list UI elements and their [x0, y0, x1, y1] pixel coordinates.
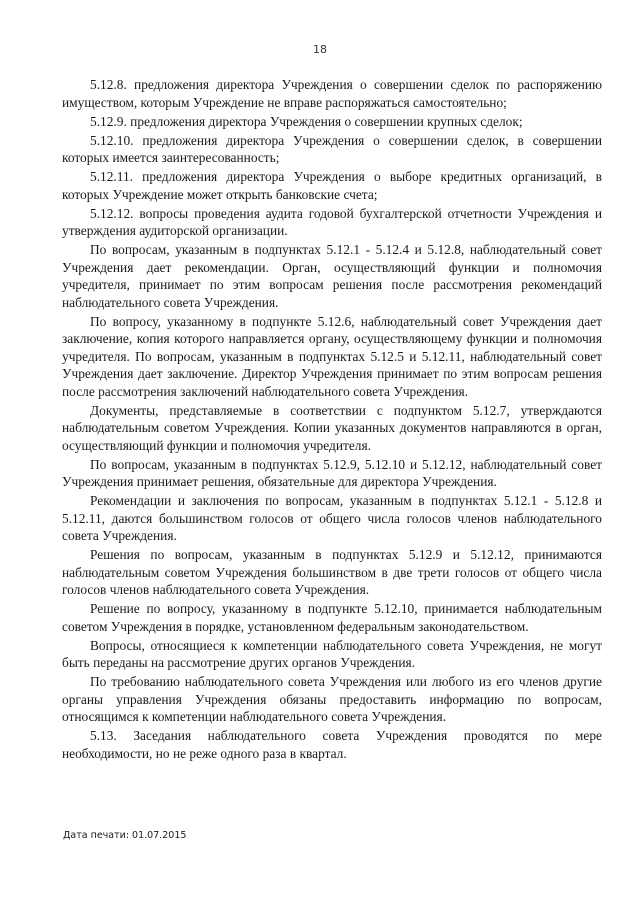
- paragraph-two-thirds: Решения по вопросам, указанным в подпунктах 5.12.9 и 5.12.12, принимаются наблюдательным советом Учреждения большинством в две трети голосов от общего числа голосов членов наблюдательного совета Учреждения.: [62, 547, 602, 597]
- paragraph-majority-votes: Рекомендации и заключения по вопросам, указанным в подпунктах 5.12.1 - 5.12.8 и 5.12.11, даются большинством голосов от общего числа голосов членов наблюдательного совета Учреждения.: [62, 493, 602, 543]
- paragraph-5-12-11: 5.12.11. предложения директора Учреждения о выборе кредитных организаций, в которых Учреждение может открыть банковские счета;: [62, 169, 602, 202]
- document-body: [62, 76, 602, 762]
- paragraph-5-12-8: 5.12.8. предложения директора Учреждения о совершении сделок по распоряжению имуществом, которым Учреждение не вправе распоряжаться самостоятельно;: [62, 77, 602, 110]
- paragraph-recommendations: По вопросам, указанным в подпунктах 5.12.1 - 5.12.4 и 5.12.8, наблюдательный совет Учреждения дает рекомендации. Орган, осуществляющий функции и полномочия учредителя, принимает по этим вопросам решения после рассмотрения рекомендаций наблюдательного совета Учреждения.: [62, 242, 602, 310]
- paragraph-information-request: По требованию наблюдательного совета Учреждения или любого из его членов другие органы управления Учреждения обязаны предоставить информацию по вопросам, относящимся к компетенции наблюдательного совета Учреждения.: [62, 674, 602, 724]
- paragraph-5-12-12: 5.12.12. вопросы проведения аудита годовой бухгалтерской отчетности Учреждения и утверждения аудиторской организации.: [62, 205, 602, 238]
- paragraph-competence: Вопросы, относящиеся к компетенции наблюдательного совета Учреждения, не могут быть переданы на рассмотрение других органов Учреждения.: [62, 637, 602, 670]
- paragraph-binding-decisions: По вопросам, указанным в подпунктах 5.12.9, 5.12.10 и 5.12.12, наблюдательный совет Учреждения принимает решения, обязательные для директора Учреждения.: [62, 456, 602, 489]
- paragraph-5-12-9: 5.12.9. предложения директора Учреждения о совершении крупных сделок;: [90, 113, 523, 129]
- page-number: 18: [313, 43, 327, 56]
- paragraph-5-12-10: 5.12.10. предложения директора Учреждения о совершении сделок, в совершении которых имеется заинтересованность;: [62, 132, 602, 165]
- paragraph-documents: Документы, представляемые в соответствии с подпунктом 5.12.7, утверждаются наблюдательным советом Учреждения. Копии указанных документов направляются в орган, осуществляющий функции и полномочия учредителя.: [62, 402, 602, 453]
- paragraph-federal-law: Решение по вопросу, указанному в подпункте 5.12.10, принимается наблюдательным советом Учреждения в порядке, установленном федеральным законодательством.: [62, 601, 602, 634]
- print-date: Дата печати: 01.07.2015: [63, 830, 187, 841]
- paragraph-5-13: 5.13. Заседания наблюдательного совета Учреждения проводятся по мере необходимости, но не реже одного раза в квартал.: [62, 728, 602, 761]
- paragraph-conclusion: По вопросу, указанному в подпункте 5.12.6, наблюдательный совет Учреждения дает заключение, копия которого направляется органу, осуществляющему функции и полномочия учредителя. По вопросам, указанным в подпунктах 5.12.5 и 5.12.11, наблюдательный совет Учреждения дает заключение. Директор Учреждения принимает по этим вопросам решения после рассмотрения заключений наблюдательного совета Учреждения.: [62, 313, 602, 399]
